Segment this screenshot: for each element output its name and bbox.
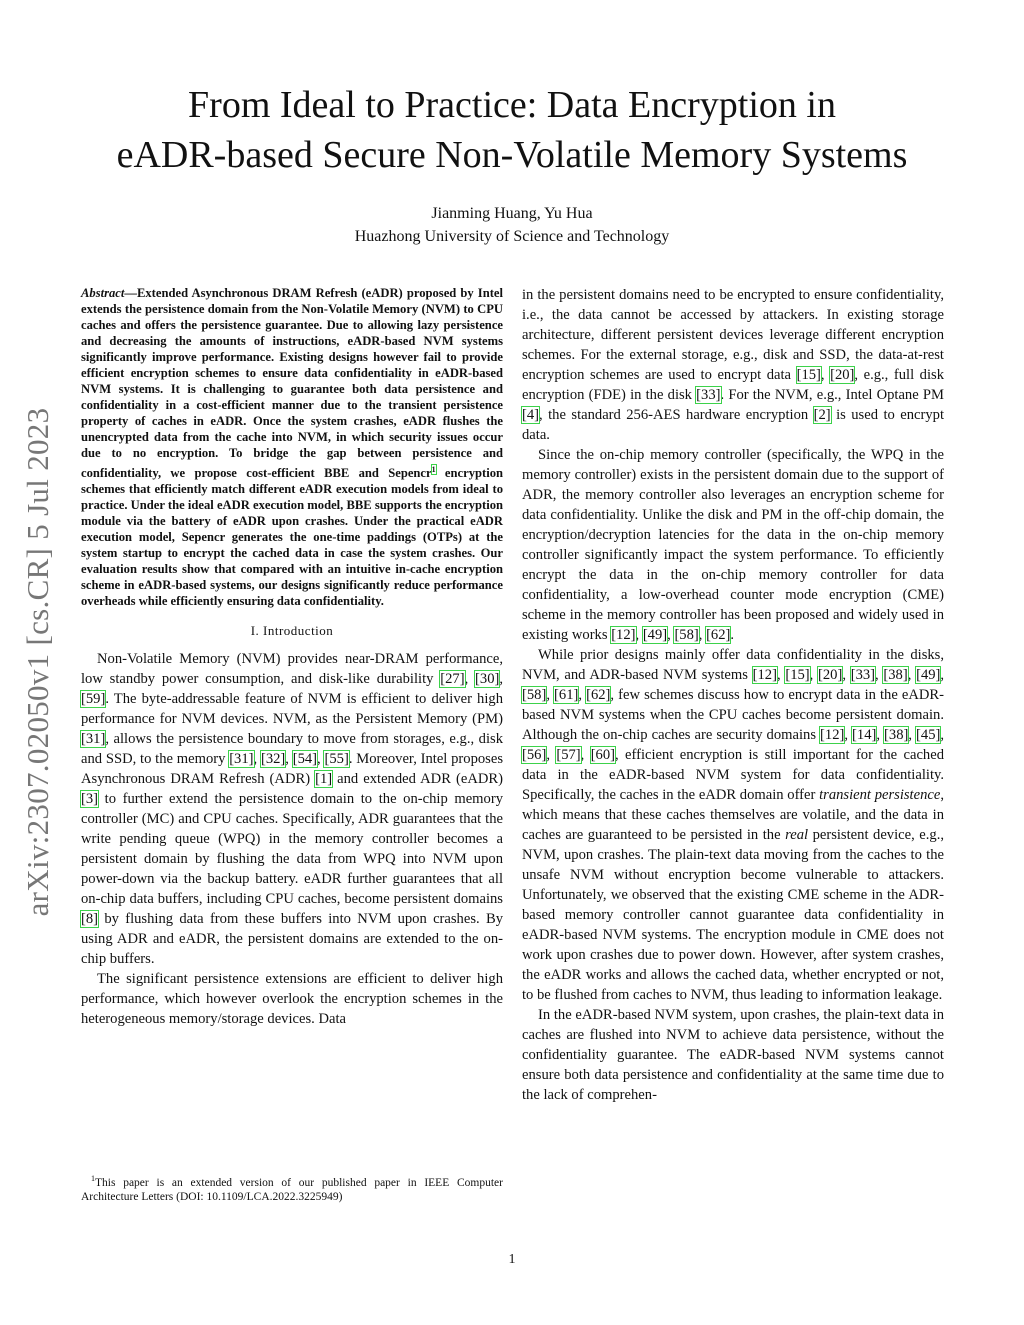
author-affiliation: Huazhong University of Science and Technology bbox=[354, 228, 670, 245]
citation-link[interactable]: [30] bbox=[475, 671, 500, 688]
section-heading-introduction: I. Introduction bbox=[250, 623, 334, 639]
citation-link[interactable]: [4] bbox=[522, 407, 540, 423]
citation-link[interactable]: [15] bbox=[785, 667, 810, 683]
abstract-text: —Extended Asynchronous DRAM Refresh (eADR) proposed by Intel extends the persistence domain from the Non-Volatile Memory (NVM) to CPU caches and offers the persistence guarantee. Due to allowing lazy persistence and decreasing the amounts of instructions, eADR-based NVM systems significantly improve performance. Existing designs however fail to provide efficient encryption schemes to ensure data confidentiality in eADR-based NVM systems. It is challenging to guarantee both data persistence and confidentiality in a cost-efficient manner due to the transient persistence property of caches in eADR. Once the system crashes, eADR flushes the unencrypted data from the cache into NVM, in which security issues occur due to no encryption. To bridge the gap between persistence and confidentiality, we propose cost-efficient BBE and Sepencr bbox=[81, 286, 503, 480]
citation-link[interactable]: [14] bbox=[852, 727, 877, 743]
citation-link[interactable]: [60] bbox=[590, 747, 616, 763]
citation-link[interactable]: [55] bbox=[324, 751, 349, 768]
citation-link[interactable]: [15] bbox=[796, 367, 821, 383]
left-column bbox=[81, 285, 503, 1029]
citation-link[interactable]: [20] bbox=[830, 367, 855, 383]
citation-link[interactable]: [45] bbox=[916, 727, 941, 743]
intro-paragraph-2-continued: in the persistent domains need to be encrypted to ensure confidentiality, i.e., the data cannot be accessed by attackers. In existing storage architecture, different persistent devices leverage different encryption schemes. For the external storage, e.g., disk and SSD, the data-at-rest encryption schemes are used to encrypt data [15], [20], e.g., full disk encryption (FDE) in the disk [33]. For the NVM, e.g., Intel Optane PM [4], the standard 256-AES hardware encryption [2] is used to encrypt data. bbox=[522, 287, 944, 443]
citation-link[interactable]: [8] bbox=[81, 911, 99, 928]
title-line-1: From Ideal to Practice: Data Encryption in bbox=[188, 84, 836, 126]
citation-link[interactable]: [58] bbox=[522, 687, 547, 703]
author-block bbox=[0, 202, 1024, 248]
citation-link[interactable]: [1] bbox=[315, 771, 333, 788]
citation-link[interactable]: [12] bbox=[820, 727, 845, 743]
citation-link[interactable]: [27] bbox=[440, 671, 465, 688]
emphasis-real: real bbox=[785, 827, 809, 843]
citation-link[interactable]: [49] bbox=[642, 627, 668, 643]
citation-link[interactable]: [61] bbox=[554, 687, 579, 703]
intro-paragraph-3: Since the on-chip memory controller (specifically, the WPQ in the memory controller) exists in the persistent domain due to the support of ADR, the memory controller also leverages an encryption scheme for data confidentiality. Unlike the disk and PM in the off-chip domain, the encryption/decryption latencies for the data in the on-chip memory controller significantly impact the system performance. To efficiently encrypt the data in the on-chip memory controller for data confidentiality, a low-overhead counter mode encryption (CME) scheme in the memory controller has been proposed and widely used in existing works [12], [49], [58], [62]. bbox=[522, 447, 944, 643]
intro-paragraph-4 bbox=[522, 645, 944, 1005]
footnote bbox=[81, 1172, 503, 1205]
citation-link[interactable]: [2] bbox=[813, 407, 831, 423]
emphasis-transient-persistence: transient persistence bbox=[819, 787, 941, 803]
citation-link[interactable]: [38] bbox=[883, 667, 908, 683]
citation-link[interactable]: [38] bbox=[884, 727, 909, 743]
citation-link[interactable]: [62] bbox=[706, 627, 731, 643]
abstract-text-continued: encryption schemes that efficiently match different eADR execution models from ideal to practice. Under the ideal eADR execution model, BBE supports the encryption module via the battery of eADR upon crashes. Under the practical eADR execution model, Sepencr generates the one-time paddings (OTPs) at the system startup to encrypt the cached data in case the system crashes. Our evaluation results show that compared with an intuitive in-cache encryption scheme in eADR-based systems, our designs significantly reduce performance overheads while efficiently ensuring data confidentiality. bbox=[81, 465, 504, 609]
citation-link[interactable]: [33] bbox=[850, 667, 876, 683]
citation-link[interactable]: [32] bbox=[260, 751, 286, 768]
citation-link[interactable]: [33] bbox=[696, 387, 721, 403]
citation-link[interactable]: [58] bbox=[674, 627, 699, 643]
arxiv-id: arXiv:2307.02050v1 [cs.CR] 5 Jul 2023 bbox=[20, 407, 55, 917]
title-line-2: eADR-based Secure Non-Volatile Memory Systems bbox=[116, 134, 908, 176]
intro-paragraph-1: Non-Volatile Memory (NVM) provides near-DRAM performance, low standby power consumption, and disk-like durability [27], [30], [59]. The byte-addressable feature of NVM is efficient to deliver high performance for NVM devices. NVM, as the Persistent Memory (PM) [31], allows the persistence boundary to move from storages, e.g., disk and SSD, to the memory [31], [32], [54], [55]. Moreover, Intel proposes Asynchronous DRAM Refresh (ADR) [1] and extended ADR (eADR) [3] to further extend the persistence domain to the on-chip memory controller (MC) and CPU caches. Specifically, ADR guarantees that the write pending queue (WPQ) in the memory controller becomes a persistent domain by flushing the data from WPQ into NVM upon power-down via the backup battery. eADR further guarantees that all on-chip data buffers, including CPU caches, become persistent domains [8] by flushing data from these buffers into NVM upon crashes. By using ADR and eADR, the persistent domains are extended to the on-chip buffers. bbox=[81, 651, 504, 968]
abstract-label: Abstract bbox=[81, 286, 125, 300]
abstract bbox=[81, 285, 503, 609]
page-number: 1 bbox=[508, 1252, 516, 1267]
citation-link[interactable]: [12] bbox=[752, 667, 777, 683]
intro-paragraph-4-part-a: While prior designs mainly offer data confidentiality in the disks, NVM, and ADR-based NVM systems [12], [15], [20], [33], [38], [49], [58], [61], [62], few schemes discuss how to encrypt data in the eADR-based NVM systems when the CPU caches become persistent domain. Although the on-chip caches are security domains [12], [14], [38], [45], [56], [57], [60], efficient encryption is still important for the cached data in the eADR-based NVM system for data confidentiality. Specifically, the caches in the eADR domain offer bbox=[522, 647, 945, 803]
citation-link[interactable]: [57] bbox=[556, 747, 581, 763]
intro-paragraph-5: In the eADR-based NVM system, upon crashes, the plain-text data in caches are flushed into NVM to achieve data persistence, without the confidentiality guarantee. The eADR-based NVM systems cannot ensure both data persistence and confidentiality at the same time due to the lack of comprehen- bbox=[522, 1007, 944, 1103]
author-names: Jianming Huang, Yu Hua bbox=[431, 205, 593, 222]
abstract-footnote-mark[interactable]: 1 bbox=[431, 464, 436, 474]
paper-title bbox=[0, 80, 1024, 180]
intro-paragraph-4-part-b: , which means that these caches themselves are volatile, and the data in caches are guaranteed to be persisted in the bbox=[522, 787, 944, 843]
intro-paragraph-4-part-c: persistent device, e.g., NVM, upon crashes. The plain-text data moving from the caches to the unsafe NVM without encryption become vulnerable to attackers. Unfortunately, we observed that the existing CME scheme in the ADR-based memory controller cannot guarantee data confidentiality in eADR-based NVM systems. The encryption module in CME does not work upon crashes due to power down. However, after system crashes, the eADR works and allows the cached data, whether encrypted or not, to be flushed from caches to NVM, thus leading to information leakage. bbox=[522, 827, 944, 1003]
citation-link[interactable]: [12] bbox=[611, 627, 636, 643]
citation-link[interactable]: [62] bbox=[586, 687, 611, 703]
intro-paragraph-2: The significant persistence extensions are efficient to deliver high performance, which however overlook the encryption schemes in the heterogeneous memory/storage devices. Data bbox=[81, 971, 503, 1028]
citation-link[interactable]: [54] bbox=[292, 751, 318, 768]
citation-link[interactable]: [56] bbox=[522, 747, 547, 763]
footnote-text: This paper is an extended version of our published paper in IEEE Computer Architecture Letters (DOI: 10.1109/LCA.2022.3225949) bbox=[81, 1176, 503, 1204]
right-column bbox=[522, 285, 944, 1105]
citation-link[interactable]: [20] bbox=[818, 667, 843, 683]
footnote-mark: 1 bbox=[91, 1174, 95, 1183]
citation-link[interactable]: [3] bbox=[81, 791, 99, 808]
citation-link[interactable]: [31] bbox=[81, 731, 106, 748]
citation-link[interactable]: [59] bbox=[81, 691, 106, 708]
citation-link[interactable]: [31] bbox=[229, 751, 254, 768]
citation-link[interactable]: [49] bbox=[916, 667, 941, 683]
